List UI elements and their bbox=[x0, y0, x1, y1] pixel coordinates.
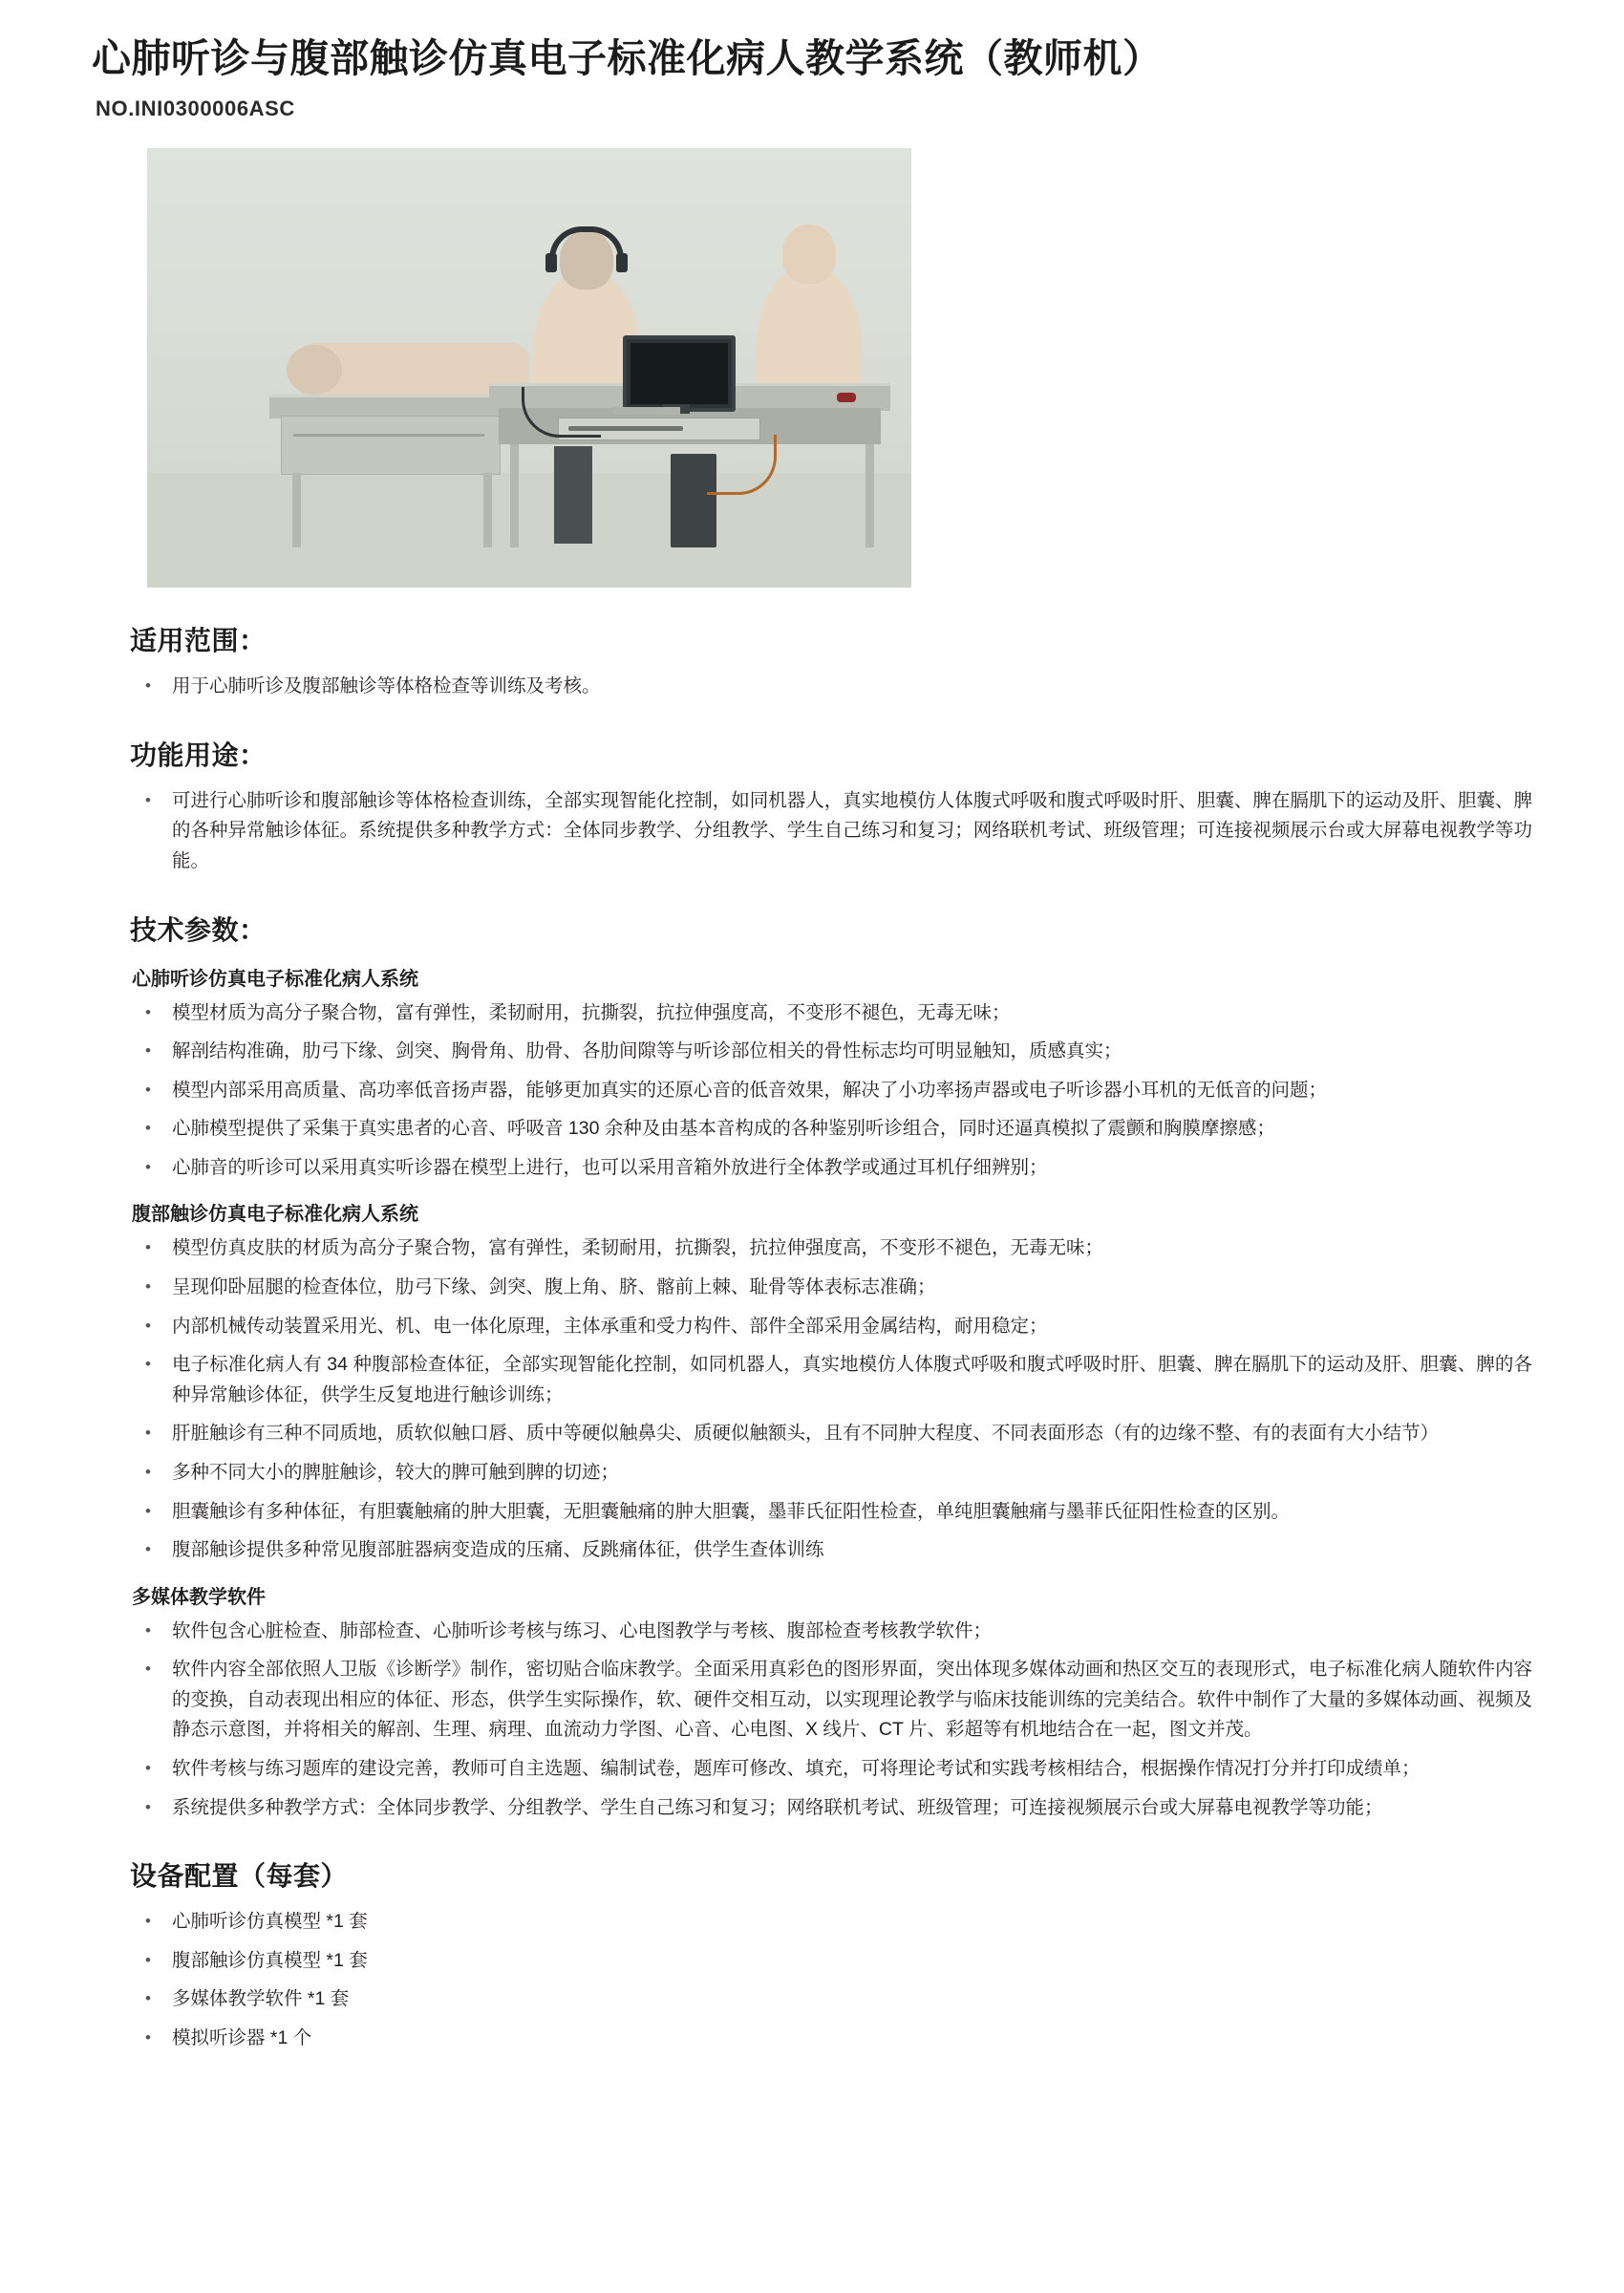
list-item: • 腹部触诊仿真模型 *1 套 bbox=[132, 1946, 1532, 1977]
section-tech bbox=[92, 910, 1532, 1824]
list-item: • 心肺听诊仿真模型 *1 套 bbox=[132, 1907, 1532, 1938]
side-table-cabinet bbox=[281, 416, 501, 475]
model-head bbox=[782, 225, 836, 284]
list-item: • 多种不同大小的脾脏触诊，较大的脾可触到脾的切迹； bbox=[132, 1458, 1532, 1489]
section-scope bbox=[92, 620, 1532, 702]
abdominal-model-head bbox=[287, 345, 342, 395]
section-title-configuration: 设备配置（每套） bbox=[130, 1861, 349, 1892]
list-item: • 模拟听诊器 *1 个 bbox=[132, 2024, 1532, 2054]
list-item: • 肝脏触诊有三种不同质地，质软似触口唇、质中等硬似触鼻尖、质硬似触额头，且有不同肿大程度、不同表面形态（有的边缘不整、有的表面有大小结节） bbox=[132, 1419, 1532, 1449]
list-item: • 软件包含心脏检查、肺部检查、心肺听诊考核与练习、心电图教学与考核、腹部检查考核教学软件； bbox=[132, 1617, 1532, 1647]
page-title: 心肺听诊与腹部触诊仿真电子标准化病人教学系统（教师机） bbox=[92, 36, 1163, 80]
abdominal-spec-list bbox=[92, 1233, 1532, 1565]
list-item: • 电子标准化病人有 34 种腹部检查体征，全部实现智能化控制，如同机器人，真实地模仿人体腹式呼吸和腹式呼吸时肝、胆囊、脾在膈肌下的运动及肝、胆囊、脾的各种异常触诊体征，供学生反复地进行触诊训练； bbox=[132, 1350, 1532, 1410]
section-title-tech: 技术参数： bbox=[130, 914, 267, 945]
page-bottom-spacer bbox=[92, 2062, 1532, 2081]
subsection-title-software: 多媒体教学软件 bbox=[132, 1586, 266, 1608]
photo-floor bbox=[147, 473, 911, 588]
list-item: • 心肺音的听诊可以采用真实听诊器在模型上进行，也可以采用音箱外放进行全体教学或通过耳机仔细辨别； bbox=[132, 1153, 1532, 1184]
configuration-list bbox=[92, 1907, 1532, 2053]
software-spec-list bbox=[92, 1617, 1532, 1823]
list-item: • 心肺模型提供了采集于真实患者的心音、呼吸音 130 余种及由基本音构成的各种鉴别听诊组合，同时还逼真模拟了震颤和胸膜摩擦感； bbox=[132, 1114, 1532, 1145]
list-item: • 软件考核与练习题库的建设完善，教师可自主选题、编制试卷，题库可修改、填充，可将理论考试和实践考核相结合，根据操作情况打分并打印成绩单； bbox=[132, 1754, 1532, 1785]
table-leg bbox=[292, 473, 301, 547]
section-configuration bbox=[92, 1855, 1532, 2053]
keyboard bbox=[613, 407, 680, 415]
list-item: • 模型材质为高分子聚合物，富有弹性，柔韧耐用，抗撕裂，抗拉伸强度高，不变形不褪色，无毒无味； bbox=[132, 998, 1532, 1029]
list-item: • 解剖结构准确，肋弓下缘、剑突、胸骨角、肋骨、各肋间隙等与听诊部位相关的骨性标志均可明显触知，质感真实； bbox=[132, 1037, 1532, 1067]
list-item: • 内部机械传动装置采用光、机、电一体化原理，主体承重和受力构件、部件全部采用金属结构，耐用稳定； bbox=[132, 1312, 1532, 1342]
pc-tower bbox=[554, 446, 592, 544]
subsection-title-abdominal: 腹部触诊仿真电子标准化病人系统 bbox=[132, 1204, 418, 1226]
headphones-icon bbox=[549, 226, 624, 265]
list-item: • 系统提供多种教学方式：全体同步教学、分组教学、学生自己练习和复习；网络联机考试、班级管理；可连接视频展示台或大屏幕电视教学等功能； bbox=[132, 1793, 1532, 1824]
list-item: • 呈现仰卧屈腿的检查体位，肋弓下缘、剑突、腹上角、脐、髂前上棘、耻骨等体表标志准确； bbox=[132, 1273, 1532, 1303]
section-title-function: 功能用途： bbox=[130, 739, 267, 770]
list-item: • 胆囊触诊有多种体征，有胆囊触痛的肿大胆囊，无胆囊触痛的肿大胆囊，墨菲氏征阳性检查，单纯胆囊触痛与墨菲氏征阳性检查的区别。 bbox=[132, 1497, 1532, 1528]
subsection-title-cardiopulmonary: 心肺听诊仿真电子标准化病人系统 bbox=[132, 968, 418, 990]
section-function bbox=[92, 735, 1532, 877]
list-item: • 腹部触诊提供多种常见腹部脏器病变造成的压痛、反跳痛体征，供学生查体训练 bbox=[132, 1535, 1532, 1566]
table-leg bbox=[483, 473, 492, 547]
cardiopulmonary-model-right bbox=[757, 265, 862, 400]
section-title-scope: 适用范围： bbox=[130, 626, 267, 656]
function-list bbox=[92, 786, 1532, 877]
table-leg bbox=[865, 444, 874, 547]
stethoscope-pad bbox=[837, 393, 856, 402]
list-item: • 多媒体教学软件 *1 套 bbox=[132, 1984, 1532, 2015]
product-photo bbox=[147, 148, 911, 588]
monitor-screen bbox=[630, 343, 728, 404]
list-item: • 模型内部采用高质量、高功率低音扬声器，能够更加真实的还原心音的低音效果，解决了小功率扬声器或电子听诊器小耳机的无低音的问题； bbox=[132, 1076, 1532, 1106]
list-item: • 用于心肺听诊及腹部触诊等体格检查等训练及考核。 bbox=[132, 672, 1532, 702]
monitor bbox=[623, 335, 736, 412]
scope-list bbox=[92, 672, 1532, 702]
table-leg bbox=[510, 444, 519, 547]
model-number: NO.INI0300006ASC bbox=[96, 96, 295, 121]
list-item: • 模型仿真皮肤的材质为高分子聚合物，富有弹性，柔韧耐用，抗撕裂，抗拉伸强度高，不变形不褪色，无毒无味； bbox=[132, 1233, 1532, 1264]
list-item: • 软件内容全部依照人卫版《诊断学》制作，密切贴合临床教学。全面采用真彩色的图形界面，突出体现多媒体动画和热区交互的表现形式，电子标准化病人随软件内容的变换，自动表现出相应的体征、形态，供学生实际操作，软、硬件交相互动，以实现理论教学与临床技能训练的完美结合。软件中制作了大量的多媒体动画、视频及静态示意图，并将相关的解剖、生理、病理、血流动力学图、心音、心电图、X 线片、CT 片、彩超等有机地结合在一起，图文并茂。 bbox=[132, 1655, 1532, 1746]
cardiopulmonary-spec-list bbox=[92, 998, 1532, 1184]
list-item: • 可进行心肺听诊和腹部触诊等体格检查训练，全部实现智能化控制，如同机器人，真实地模仿人体腹式呼吸和腹式呼吸时肝、胆囊、脾在膈肌下的运动及肝、胆囊、脾的各种异常触诊体征。系统提供多种教学方式：全体同步教学、分组教学、学生自己练习和复习；网络联机考试、班级管理；可连接视频展示台或大屏幕电视教学等功能。 bbox=[132, 786, 1532, 877]
